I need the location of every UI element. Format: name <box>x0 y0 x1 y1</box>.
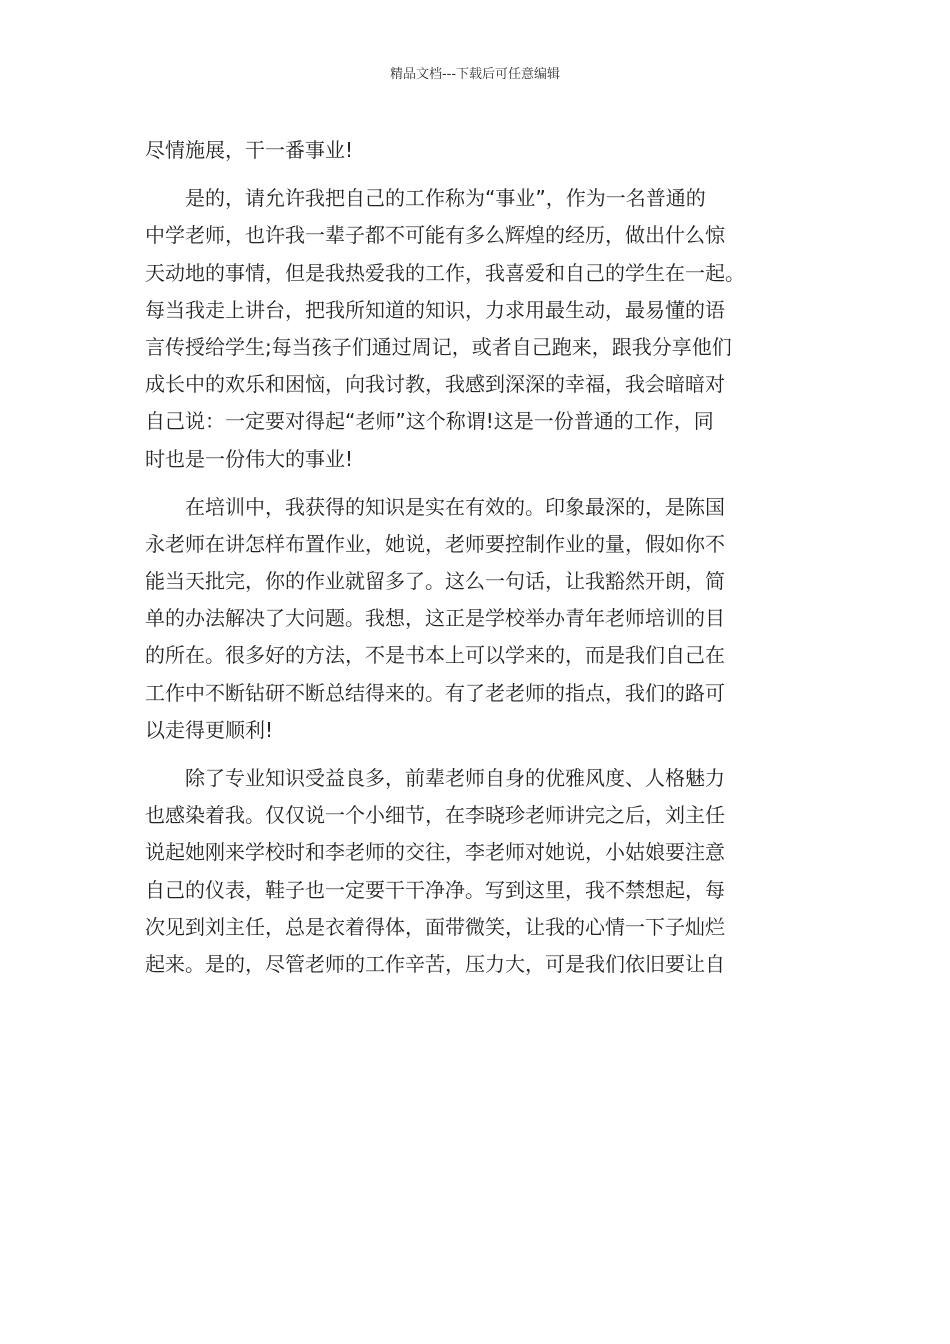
text-line: 也感染着我。仅仅说一个小细节，在李晓珍老师讲完之后，刘主任 <box>145 803 725 828</box>
text-line: 成长中的欢乐和困恼，向我讨教，我感到深深的幸福，我会暗暗对 <box>145 372 725 397</box>
page-header: 精品文档---下载后可任意编辑 <box>389 67 561 82</box>
text-line: 起来。是的，尽管老师的工作辛苦，压力大，可是我们依旧要让自 <box>145 951 725 976</box>
text-line: 中学老师，也许我一辈子都不可能有多么辉煌的经历，做出什么惊 <box>145 223 725 248</box>
text-line: 时也是一份伟大的事业! <box>145 446 354 471</box>
text-line: 能当天批完，你的作业就留多了。这么一句话，让我豁然开朗，简 <box>145 569 725 594</box>
text-line: 自己的仪表，鞋子也一定要干干净净。写到这里，我不禁想起，每 <box>145 877 725 902</box>
paragraph-gap <box>145 478 810 489</box>
text-line: 是的，请允许我把自己的工作称为“事业”，作为一名普通的 <box>145 186 706 211</box>
text-line: 言传授给学生;每当孩子们通过周记，或者自己跑来，跟我分享他们 <box>145 334 732 359</box>
text-line: 除了专业知识受益良多，前辈老师自身的优雅风度、人格魅力 <box>145 766 725 790</box>
text-line: 以走得更顺利! <box>145 717 274 742</box>
text-line: 次见到刘主任，总是衣着得体，面带微笑，让我的心情一下子灿烂 <box>145 914 725 939</box>
text-line: 说起她刚来学校时和李老师的交往，李老师对她说，小姑娘要注意 <box>145 840 725 865</box>
text-line: 天动地的事情，但是我热爱我的工作，我喜爱和自己的学生在一起。 <box>145 260 745 285</box>
text-line: 每当我走上讲台，把我所知道的知识，力求用最生动，最易懂的语 <box>145 297 725 322</box>
document-body <box>145 132 810 983</box>
paragraph-gap <box>145 169 810 180</box>
text-line: 尽情施展，干一番事业! <box>145 138 354 162</box>
paragraph <box>145 760 810 983</box>
paragraph <box>145 180 810 478</box>
text-line: 的所在。很多好的方法，不是书本上可以学来的，而是我们自己在 <box>145 643 725 668</box>
text-line: 在培训中，我获得的知识是实在有效的。印象最深的，是陈国 <box>145 494 725 519</box>
text-line: 永老师在讲怎样布置作业，她说，老师要控制作业的量，假如你不 <box>145 531 725 556</box>
paragraph-gap <box>145 749 810 760</box>
paragraph <box>145 489 810 749</box>
text-line: 自己说：一定要对得起“老师”这个称谓!这是一份普通的工作，同 <box>145 409 714 434</box>
text-line: 单的办法解决了大问题。我想，这正是学校举办青年老师培训的目 <box>145 606 725 631</box>
text-line: 工作中不断钻研不断总结得来的。有了老老师的指点，我们的路可 <box>145 680 725 705</box>
paragraph <box>145 132 810 169</box>
